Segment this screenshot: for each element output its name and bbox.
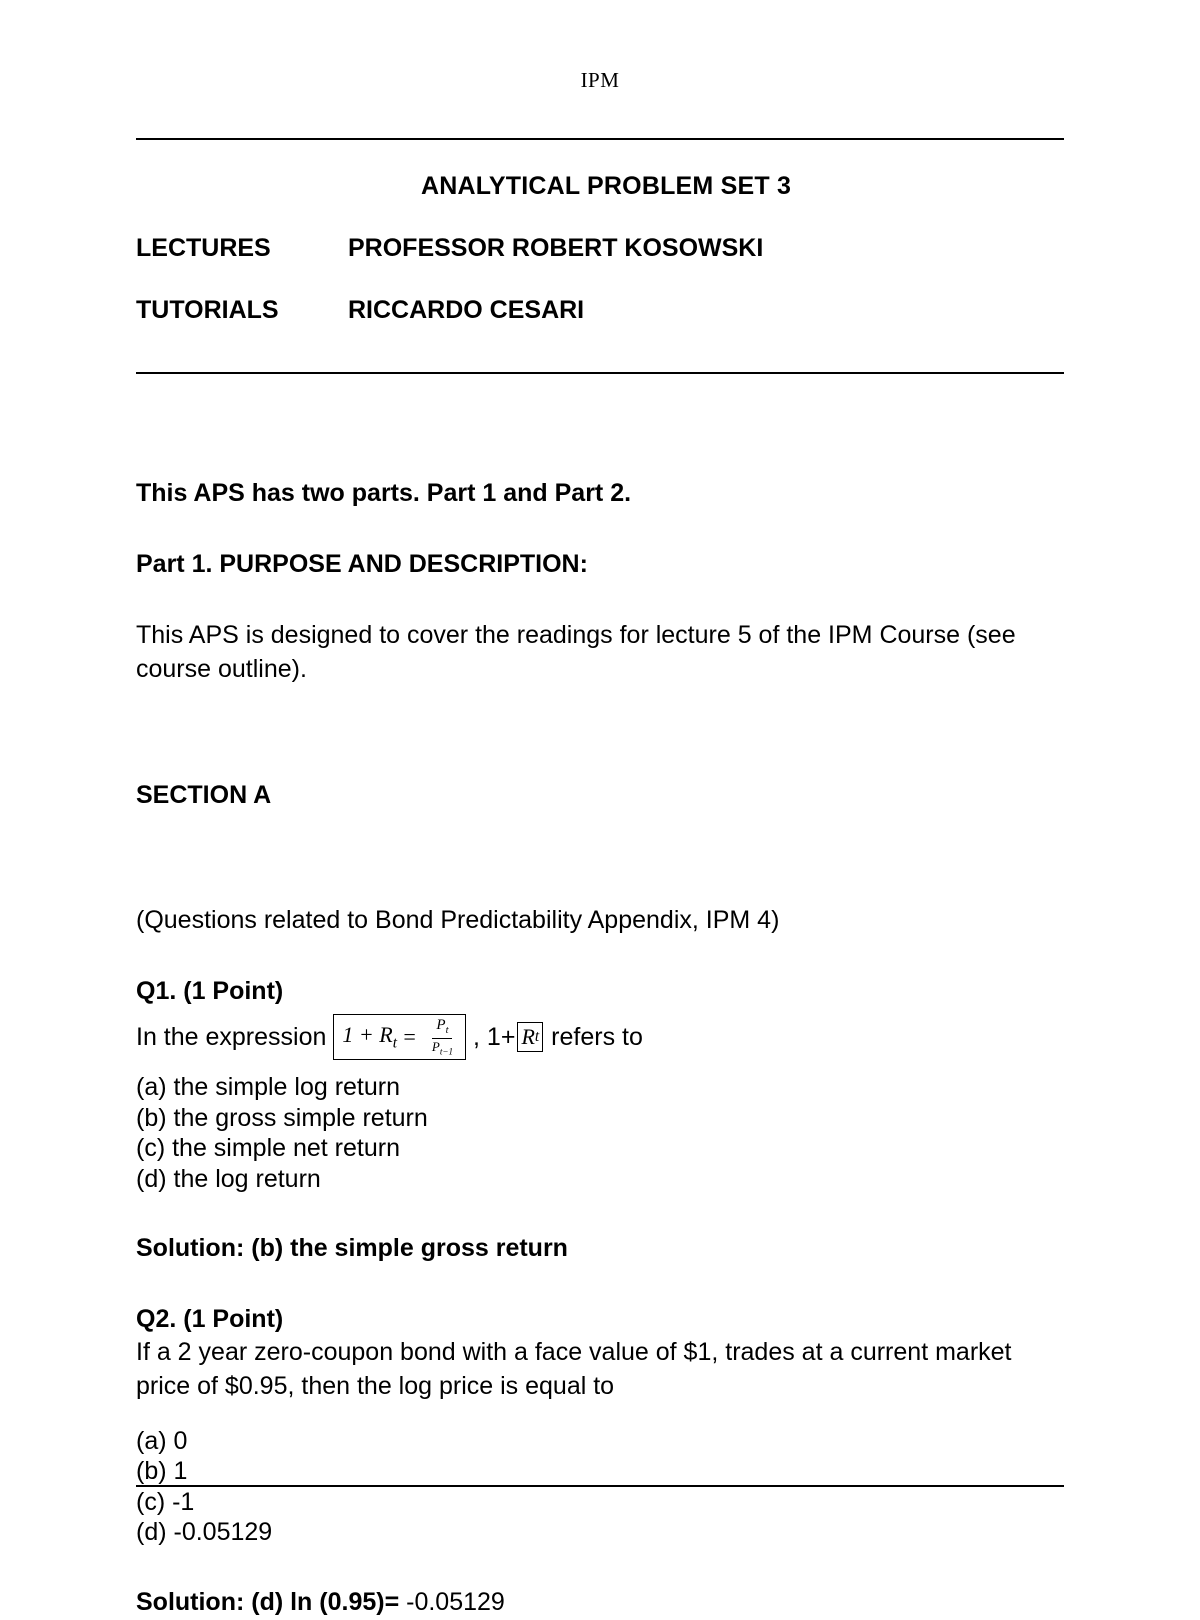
formula-denominator: $P_{t-1}$ — [431, 1038, 454, 1057]
formula-gross-return — [333, 1014, 466, 1060]
question-1-option-b: (b) the gross simple return — [136, 1103, 428, 1132]
parts-note: This APS has two parts. Part 1 and Part 2. — [136, 479, 632, 507]
formula-equals: = — [402, 1024, 417, 1050]
question-2-option-a: (a) 0 — [136, 1426, 188, 1455]
part1-heading: Part 1. PURPOSE AND DESCRIPTION: — [136, 550, 588, 578]
formula-numerator: $P_t$ — [432, 1018, 452, 1039]
question-2-stem: If a 2 year zero-coupon bond with a face value of $1, trades at a current market price of $0.95, then the log price is equal to — [136, 1338, 1012, 1401]
meta-row-tutorials — [136, 296, 1066, 325]
document-content — [136, 160, 1066, 1620]
question-1-stem-before: In the expression — [136, 1022, 327, 1051]
question-1-stem-after: refers to — [551, 1022, 643, 1051]
question-1-stem-mid: , 1+ — [473, 1022, 516, 1051]
header-divider-top — [136, 138, 1064, 140]
meta-value-lectures: PROFESSOR ROBERT KOSOWSKI — [348, 234, 764, 262]
question-2-solution-rest: -0.05129 — [399, 1587, 505, 1616]
meta-label-tutorials: TUTORIALS — [136, 296, 279, 324]
question-1-solution: Solution: (b) the simple gross return — [136, 1234, 568, 1263]
part1-description: This APS is designed to cover the readings for lecture 5 of the IPM Course (see course outline). — [136, 621, 1016, 683]
question-2-solution-bold: Solution: (d) ln (0.95)= — [136, 1587, 400, 1616]
section-heading: SECTION A — [136, 780, 272, 809]
question-1-stem — [136, 1014, 1066, 1060]
meta-label-lectures: LECTURES — [136, 234, 271, 262]
page-title: ANALYTICAL PROBLEM SET 3 — [420, 172, 792, 200]
running-header: IPM — [580, 68, 620, 92]
formula-lhs: $1 + R_t$ — [342, 1021, 397, 1052]
formula-fraction — [428, 1018, 457, 1056]
question-2-option-b: (b) 1 — [136, 1457, 188, 1486]
question-2-option-c: (c) -1 — [136, 1487, 195, 1516]
question-1-option-c: (c) the simple net return — [136, 1134, 400, 1163]
question-2-solution — [136, 1586, 1066, 1620]
meta-row-lectures — [136, 234, 1066, 263]
section-note: (Questions related to Bond Predictability Appendix, IPM 4) — [136, 905, 780, 934]
question-2-number: Q2. (1 Point) — [136, 1305, 284, 1334]
question-1-option-d: (d) the log return — [136, 1164, 321, 1193]
meta-value-tutorials: RICCARDO CESARI — [348, 296, 585, 324]
question-2-option-d: (d) -0.05129 — [136, 1518, 273, 1547]
question-1-option-a: (a) the simple log return — [136, 1073, 401, 1102]
question-1-number: Q1. (1 Point) — [136, 977, 284, 1006]
formula-inline-rt: R t — [517, 1022, 543, 1052]
